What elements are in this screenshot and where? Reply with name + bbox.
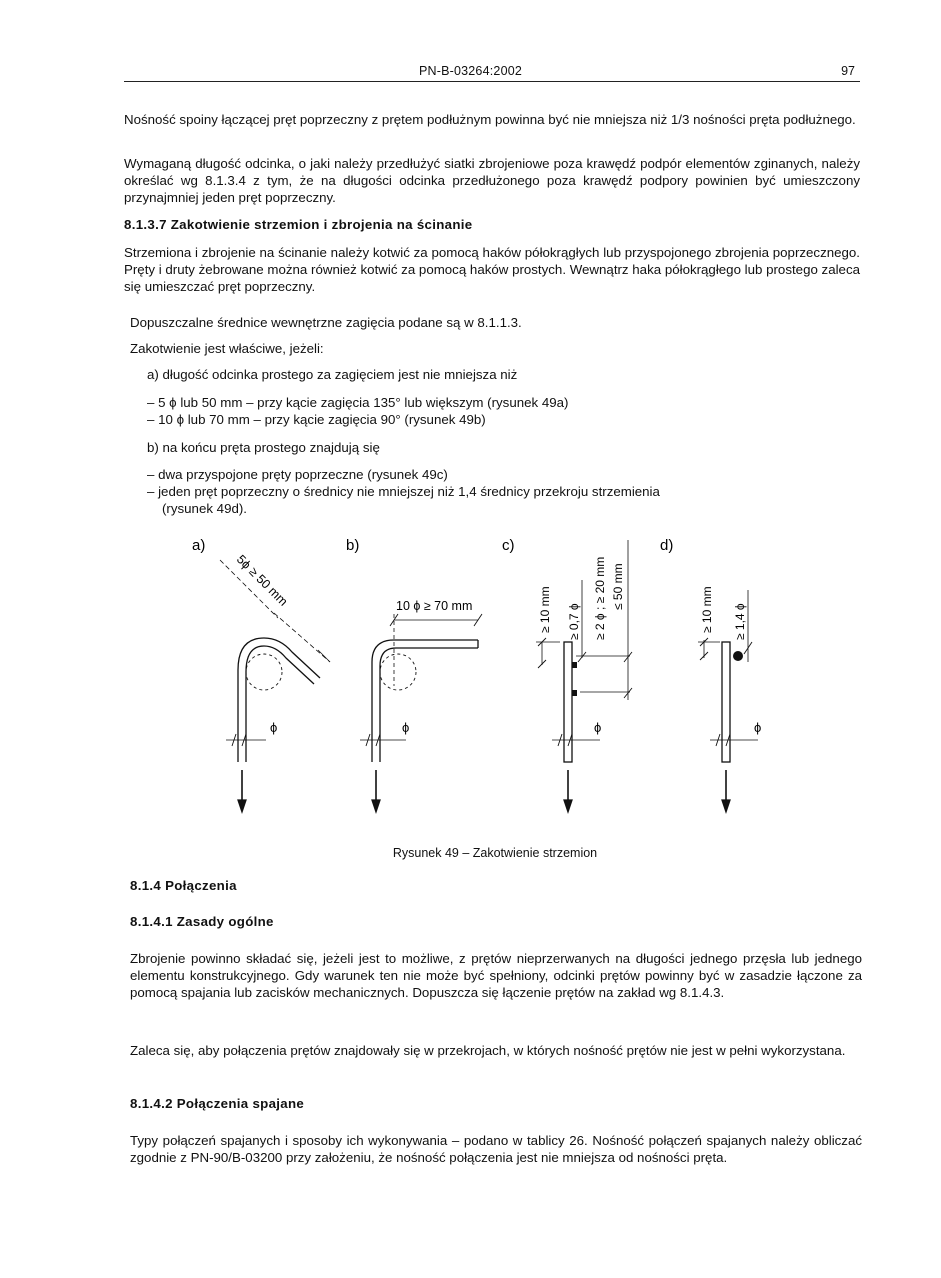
- label-c: c): [502, 537, 515, 554]
- heading-8-1-4: 8.1.4 Połączenia: [130, 878, 237, 893]
- figure-caption: Rysunek 49 – Zakotwienie strzemion: [392, 846, 598, 860]
- dim-c4: ≤ 50 mm: [611, 563, 625, 610]
- heading-8-1-4-2: 8.1.4.2 Połączenia spajane: [130, 1096, 305, 1111]
- label-a: a): [192, 537, 206, 554]
- dim-b: 10 ϕ ≥ 70 mm: [396, 599, 473, 613]
- paragraph-anchorage-ok: Zakotwienie jest właściwe, jeżeli:: [130, 341, 324, 356]
- phi-b: ϕ: [402, 720, 410, 735]
- list-item-a1: – 5 ϕ lub 50 mm – przy kącie zagięcia 135° lub większym (rysunek 49a): [147, 395, 569, 410]
- heading-8-1-3-7: 8.1.3.7 Zakotwienie strzemion i zbrojenia na ścinanie: [124, 217, 473, 232]
- paragraph-joint-location: Zaleca się, aby połączenia prętów znajdowały się w przekrojach, w których nośność prętów nie jest w pełni wykorzystana.: [130, 1043, 846, 1058]
- heading-8-1-4-1: 8.1.4.1 Zasady ogólne: [130, 914, 274, 929]
- figure-49: [180, 530, 800, 830]
- phi-d: ϕ: [754, 720, 762, 735]
- dim-c2: ≥ 0,7 ϕ: [567, 603, 581, 640]
- paragraph-continuous-bars: Zbrojenie powinno składać się, jeżeli jest to możliwe, z prętów nieprzerwanych na długości jednego przęsła lub jednego elementu konstrukcyjnego. Gdy warunek ten nie może być spełniony, odcinki prętów powinny być w zasadzie łączone za pomocą spajania lub zacisków mechanicznych. Dopuszcza się łączenie prętów na zakład wg 8.1.4.3.: [130, 951, 862, 1000]
- header-rule: [124, 81, 860, 82]
- page-number: 97: [841, 64, 855, 78]
- paragraph-mesh-extension: Wymaganą długość odcinka, o jaki należy przedłużyć siatki zbrojeniowe poza krawędź podpór elementów zginanych, należy określać wg 8.1.3.4 z tym, że na długości odcinka przedłużonego poza krawędź podpory powinien być umieszczony przynajmniej jeden pręt poprzeczny.: [124, 156, 860, 205]
- paragraph-bend-diameters: Dopuszczalne średnice wewnętrzne zagięcia podane są w 8.1.1.3.: [130, 315, 522, 330]
- label-d: d): [660, 537, 674, 554]
- dim-a: 5ϕ ≥ 50 mm: [233, 552, 291, 609]
- paragraph-welded-joints: Typy połączeń spajanych i sposoby ich wykonywania – podano w tablicy 26. Nośność połączeń spajanych należy obliczać zgodnie z PN-90/B-03200 przy założeniu, że nośność połączenia jest nie mniejsza od nośności pręta.: [130, 1133, 862, 1165]
- paragraph-stirrup-anchorage: Strzemiona i zbrojenie na ścinanie należy kotwić za pomocą haków półokrągłych lub przyspojonego zbrojenia poprzecznego. Pręty i druty żebrowane można również kotwić za pomocą haków prostych. Wewnątrz haka półokrągłego lub prostego zaleca się umieszczać pręt poprzeczny.: [124, 245, 860, 294]
- dim-c3: ≥ 2 ϕ ; ≥ 20 mm: [593, 556, 607, 640]
- document-code: PN-B-03264:2002: [418, 64, 523, 78]
- list-item-b: b) na końcu pręta prostego znajdują się: [147, 440, 380, 455]
- dim-c1: ≥ 10 mm: [538, 586, 552, 633]
- list-item-b1: – dwa przyspojone pręty poprzeczne (rysunek 49c): [147, 467, 448, 482]
- list-item-a2: – 10 ϕ lub 70 mm – przy kącie zagięcia 90° (rysunek 49b): [147, 412, 486, 427]
- dim-d2: ≥ 1,4 ϕ: [733, 603, 747, 640]
- paragraph-weld-capacity: Nośność spoiny łączącej pręt poprzeczny z prętem podłużnym powinna być nie mniejsza niż 1/3 nośności pręta podłużnego.: [124, 112, 856, 127]
- hook-b-drawing: [360, 614, 482, 812]
- list-item-b2: – jeden pręt poprzeczny o średnicy nie mniejszej niż 1,4 średnicy przekroju strzemienia: [147, 484, 660, 499]
- list-item-a: a) długość odcinka prostego za zagięciem jest nie mniejsza niż: [147, 367, 518, 382]
- phi-c: ϕ: [594, 720, 602, 735]
- label-b: b): [346, 537, 360, 554]
- list-item-b2-cont: (rysunek 49d).: [162, 501, 247, 516]
- dim-d1: ≥ 10 mm: [700, 586, 714, 633]
- phi-a: ϕ: [270, 720, 278, 735]
